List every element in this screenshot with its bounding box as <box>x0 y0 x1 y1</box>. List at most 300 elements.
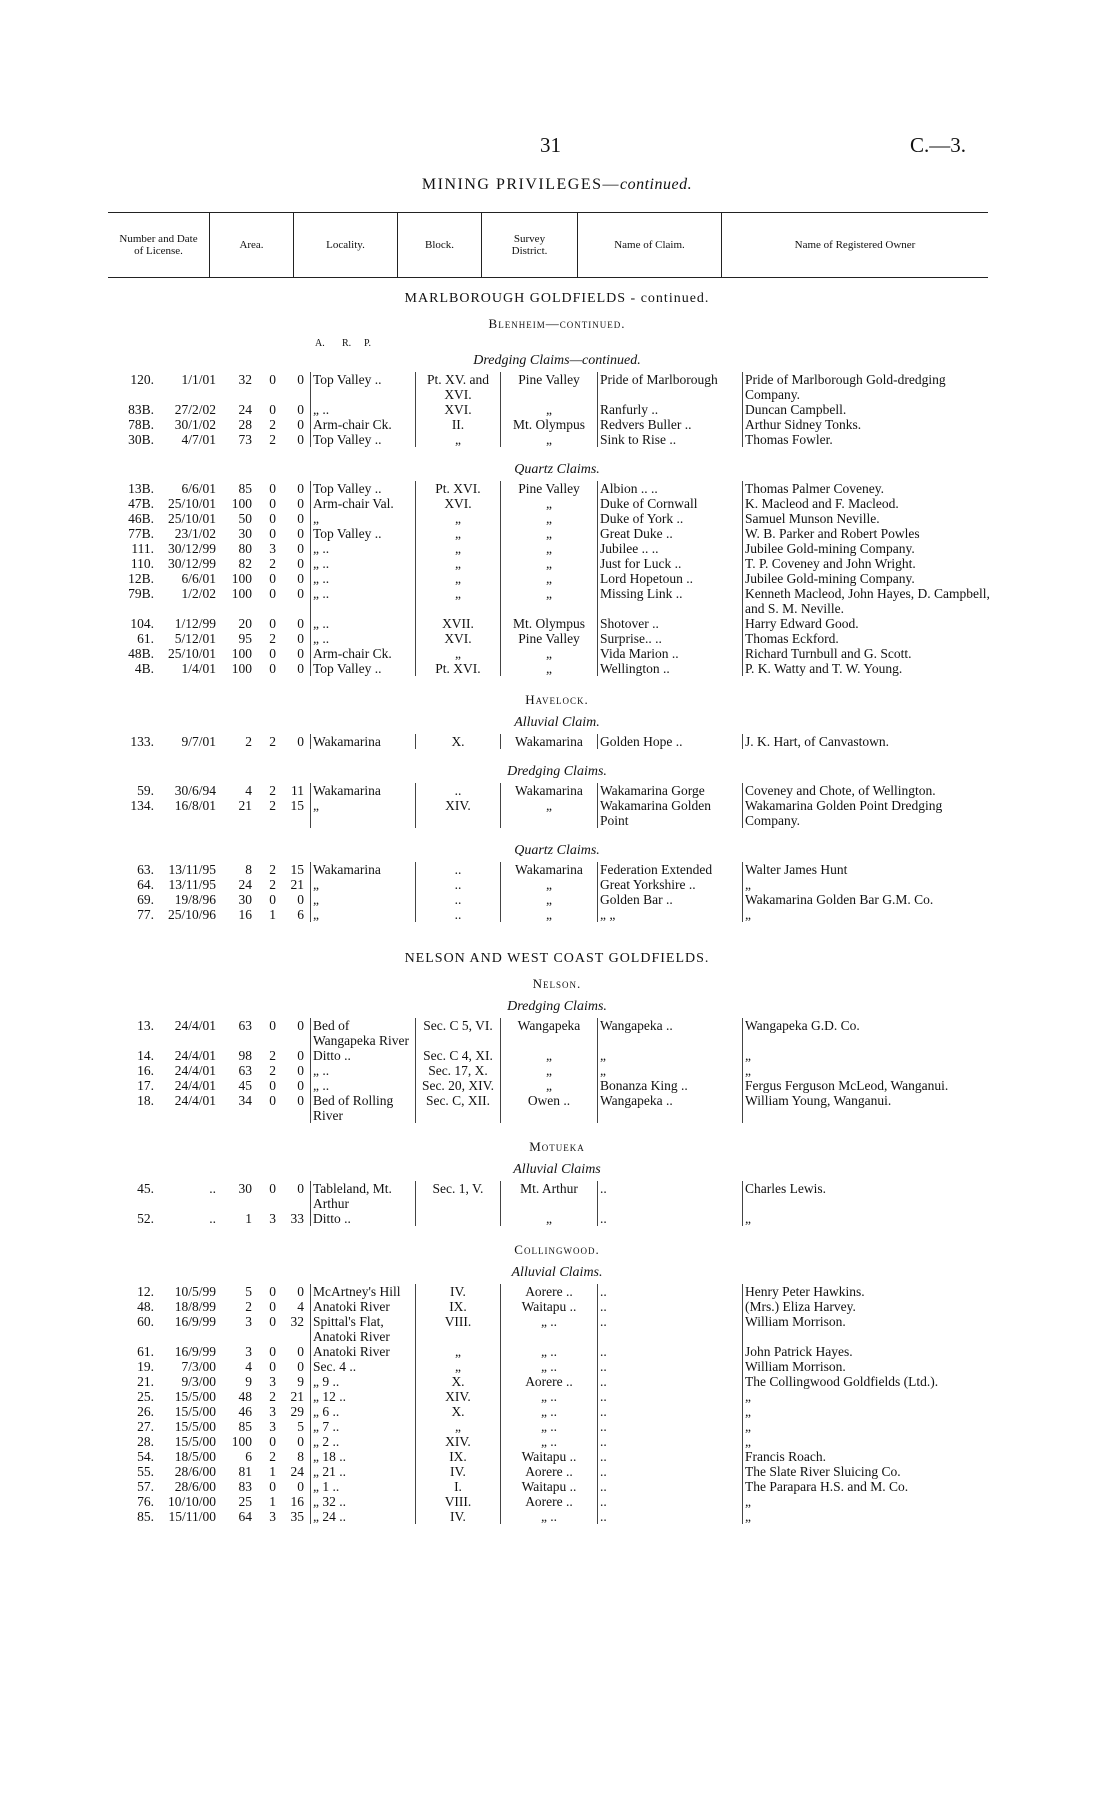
area-roods: 2 <box>269 556 276 571</box>
locality: „ 24 .. <box>311 1509 416 1524</box>
claim-name: .. <box>598 1284 743 1299</box>
survey-district: „ <box>501 402 598 417</box>
license-date: 9/7/01 <box>181 734 216 749</box>
block: I. <box>416 1479 501 1494</box>
license-date: 30/12/99 <box>167 541 216 556</box>
subsection-title: Nelson. <box>532 976 582 991</box>
area-acres: 4 <box>245 1359 252 1374</box>
license-number: 78B. <box>128 417 154 432</box>
survey-district: „ <box>501 646 598 661</box>
locality: Arm-chair Ck. <box>311 417 416 432</box>
area-roods: 0 <box>269 571 276 586</box>
area-roods: 0 <box>269 1479 276 1494</box>
license-date: 10/10/00 <box>167 1494 216 1509</box>
table-row <box>108 1479 998 1494</box>
locality: „ <box>311 511 416 526</box>
locality: „ 9 .. <box>311 1374 416 1389</box>
registered-owner: John Patrick Hayes. <box>743 1344 999 1359</box>
block: „ <box>416 1419 501 1434</box>
registered-owner: Richard Turnbull and G. Scott. <box>743 646 999 661</box>
claim-name: .. <box>598 1509 743 1524</box>
registered-owner: Kenneth Macleod, John Hayes, D. Campbell, and S. M. Neville. <box>743 586 999 616</box>
block: XIV. <box>416 1389 501 1404</box>
area-acres: 30 <box>238 526 252 541</box>
block: IV. <box>416 1464 501 1479</box>
survey-district: „ .. <box>501 1314 598 1344</box>
registered-owner: The Parapara H.S. and M. Co. <box>743 1479 999 1494</box>
table-row <box>108 798 998 828</box>
registered-owner: Fergus Ferguson McLeod, Wanganui. <box>743 1078 999 1093</box>
license-number: 76. <box>137 1494 154 1509</box>
area-roods: 2 <box>269 862 276 877</box>
survey-district: Mt. Arthur <box>501 1181 598 1211</box>
area-perches: 0 <box>297 1078 304 1093</box>
claim-name: .. <box>598 1299 743 1314</box>
block: IV. <box>416 1509 501 1524</box>
block: XIV. <box>416 798 501 828</box>
table-row <box>108 646 998 661</box>
area-perches: 5 <box>297 1419 304 1434</box>
claim-name: „ <box>598 1048 743 1063</box>
area-roods: 2 <box>269 1048 276 1063</box>
survey-district: „ .. <box>501 1389 598 1404</box>
survey-district: „ <box>501 511 598 526</box>
section-spacer <box>0 1536 1114 1548</box>
claim-type-heading: Quartz Claims. <box>514 462 600 477</box>
area-perches: 0 <box>297 1018 304 1033</box>
area-perches: 0 <box>297 734 304 749</box>
table-row <box>108 631 998 646</box>
area-acres: 45 <box>238 1078 252 1093</box>
license-date: .. <box>209 1211 216 1226</box>
area-roods: 0 <box>269 1299 276 1314</box>
survey-district: „ <box>501 496 598 511</box>
area-acres: 98 <box>238 1048 252 1063</box>
table-row <box>108 1344 998 1359</box>
block: „ <box>416 511 501 526</box>
area-roods: 0 <box>269 1284 276 1299</box>
survey-district: Pine Valley <box>501 631 598 646</box>
locality: Anatoki River <box>311 1344 416 1359</box>
license-number: 110. <box>130 556 154 571</box>
area-unit-label: A. <box>315 338 325 349</box>
claim-name: Wakamarina Gorge <box>598 783 743 798</box>
area-roods: 0 <box>269 661 276 676</box>
survey-district: „ .. <box>501 1359 598 1374</box>
claims-table <box>108 1181 998 1226</box>
claims-table <box>108 783 998 828</box>
license-date: 16/9/99 <box>174 1314 216 1329</box>
area-roods: 2 <box>269 783 276 798</box>
block: XVI. <box>416 496 501 511</box>
license-number: 79B. <box>128 586 154 601</box>
area-acres: 3 <box>245 1314 252 1329</box>
group-spacer <box>0 922 1114 934</box>
area-acres: 3 <box>245 1344 252 1359</box>
license-number: 48. <box>137 1299 154 1314</box>
locality: „ .. <box>311 541 416 556</box>
registered-owner: „ <box>743 1434 999 1449</box>
registered-owner: Walter James Hunt <box>743 862 999 877</box>
license-number: 30B. <box>128 432 154 447</box>
area-roods: 0 <box>269 1018 276 1033</box>
claim-type-heading: Alluvial Claims. <box>511 1265 603 1280</box>
block: „ <box>416 432 501 447</box>
survey-district: „ <box>501 661 598 676</box>
survey-district: „ <box>501 432 598 447</box>
locality: „ .. <box>311 402 416 417</box>
survey-district: „ .. <box>501 1419 598 1434</box>
area-perches: 0 <box>297 1479 304 1494</box>
area-perches: 15 <box>290 798 304 813</box>
area-roods: 2 <box>269 417 276 432</box>
license-date: 30/12/99 <box>167 556 216 571</box>
registered-owner: „ <box>743 1048 999 1063</box>
locality: Wakamarina <box>311 783 416 798</box>
license-date: 30/1/02 <box>174 417 216 432</box>
license-number: 77. <box>137 907 154 922</box>
area-acres: 100 <box>231 646 252 661</box>
locality: „ <box>311 877 416 892</box>
locality: Tableland, Mt. Arthur <box>311 1181 416 1211</box>
survey-district: Wakamarina <box>501 734 598 749</box>
registered-owner: Arthur Sidney Tonks. <box>743 417 999 432</box>
registered-owner: P. K. Watty and T. W. Young. <box>743 661 999 676</box>
area-acres: 64 <box>238 1509 252 1524</box>
license-number: 48B. <box>128 646 154 661</box>
survey-district: „ <box>501 586 598 616</box>
area-roods: 0 <box>269 892 276 907</box>
registered-owner: Wakamarina Golden Point Dredging Company. <box>743 798 999 828</box>
area-perches: 35 <box>290 1509 304 1524</box>
table-row <box>108 586 998 616</box>
license-date: 5/12/01 <box>174 631 216 646</box>
registered-owner: Wakamarina Golden Bar G.M. Co. <box>743 892 999 907</box>
license-date: 24/4/01 <box>174 1063 216 1078</box>
table-row <box>108 1093 998 1123</box>
area-roods: 0 <box>269 511 276 526</box>
locality: Spittal's Flat, Anatoki River <box>311 1314 416 1344</box>
locality: Bed of Wangapeka River <box>311 1018 416 1048</box>
area-acres: 80 <box>238 541 252 556</box>
block: IX. <box>416 1299 501 1314</box>
locality: Ditto .. <box>311 1211 416 1226</box>
license-date: 4/7/01 <box>181 432 216 447</box>
survey-district: Wakamarina <box>501 783 598 798</box>
col-number-date: Number and Date of License. <box>108 213 210 277</box>
license-number: 13B. <box>128 481 154 496</box>
col-claim-name: Name of Claim. <box>578 213 722 277</box>
license-number: 63. <box>137 862 154 877</box>
block: „ <box>416 571 501 586</box>
survey-district: „ <box>501 892 598 907</box>
survey-district: „ <box>501 541 598 556</box>
table-row <box>108 556 998 571</box>
locality: „ 32 .. <box>311 1494 416 1509</box>
area-acres: 100 <box>231 496 252 511</box>
locality: Top Valley .. <box>311 661 416 676</box>
area-roods: 2 <box>269 798 276 813</box>
survey-district: „ .. <box>501 1434 598 1449</box>
block: Pt. XVI. <box>416 481 501 496</box>
column-header-row <box>108 212 988 278</box>
locality: „ 21 .. <box>311 1464 416 1479</box>
license-number: 104. <box>130 616 154 631</box>
table-row <box>108 1018 998 1048</box>
area-perches: 21 <box>290 1389 304 1404</box>
claim-name: .. <box>598 1181 743 1211</box>
area-acres: 16 <box>238 907 252 922</box>
claim-name: Great Yorkshire .. <box>598 877 743 892</box>
claim-name: „ „ <box>598 907 743 922</box>
locality: Sec. 4 .. <box>311 1359 416 1374</box>
license-date: 6/6/01 <box>181 571 216 586</box>
license-number: 83B. <box>128 402 154 417</box>
area-perches: 0 <box>297 402 304 417</box>
survey-district: Wakamarina <box>501 862 598 877</box>
license-date: 23/1/02 <box>174 526 216 541</box>
group-spacer <box>0 676 1114 688</box>
license-date: 27/2/02 <box>174 402 216 417</box>
license-number: 14. <box>137 1048 154 1063</box>
claim-type-heading: Alluvial Claim. <box>514 715 600 730</box>
claims-table <box>108 481 998 676</box>
registered-owner: The Slate River Sluicing Co. <box>743 1464 999 1479</box>
license-date: 18/5/00 <box>174 1449 216 1464</box>
group-spacer <box>0 828 1114 840</box>
area-roods: 2 <box>269 1063 276 1078</box>
section-title: NELSON AND WEST COAST GOLDFIELDS. <box>404 951 710 966</box>
license-number: 134. <box>130 798 154 813</box>
license-date: 1/1/01 <box>181 372 216 387</box>
license-number: 52. <box>137 1211 154 1226</box>
block: XIV. <box>416 1434 501 1449</box>
area-roods: 2 <box>269 1449 276 1464</box>
claim-name: Redvers Buller .. <box>598 417 743 432</box>
license-number: 12. <box>137 1284 154 1299</box>
area-roods: 2 <box>269 1389 276 1404</box>
registered-owner: Thomas Fowler. <box>743 432 999 447</box>
locality: McArtney's Hill <box>311 1284 416 1299</box>
block: Sec. C, XII. <box>416 1093 501 1123</box>
claim-name: Duke of Cornwall <box>598 496 743 511</box>
registered-owner: „ <box>743 1494 999 1509</box>
area-roods: 2 <box>269 877 276 892</box>
table-row <box>108 783 998 798</box>
survey-district: Waitapu .. <box>501 1479 598 1494</box>
claim-name: Shotover .. <box>598 616 743 631</box>
area-roods: 0 <box>269 402 276 417</box>
license-number: 16. <box>137 1063 154 1078</box>
area-roods: 0 <box>269 372 276 387</box>
area-perches: 9 <box>297 1374 304 1389</box>
registered-owner: Charles Lewis. <box>743 1181 999 1211</box>
title-main: MINING PRIVILEGES— <box>421 176 620 193</box>
locality: „ .. <box>311 556 416 571</box>
area-perches: 15 <box>290 862 304 877</box>
area-roods: 3 <box>269 541 276 556</box>
area-perches: 0 <box>297 661 304 676</box>
area-roods: 2 <box>269 631 276 646</box>
area-acres: 9 <box>245 1374 252 1389</box>
license-number: 59. <box>137 783 154 798</box>
claim-name: .. <box>598 1404 743 1419</box>
license-date: 24/4/01 <box>174 1078 216 1093</box>
area-perches: 0 <box>297 1434 304 1449</box>
claim-name: .. <box>598 1314 743 1344</box>
area-acres: 46 <box>238 1404 252 1419</box>
table-row <box>108 1404 998 1419</box>
locality: Anatoki River <box>311 1299 416 1314</box>
area-perches: 24 <box>290 1464 304 1479</box>
table-row <box>108 1389 998 1404</box>
area-roods: 3 <box>269 1509 276 1524</box>
claim-name: Lord Hopetoun .. <box>598 571 743 586</box>
claim-name: .. <box>598 1464 743 1479</box>
license-number: 28. <box>137 1434 154 1449</box>
claim-name: Missing Link .. <box>598 586 743 616</box>
registered-owner: William Morrison. <box>743 1359 999 1374</box>
block: IX. <box>416 1449 501 1464</box>
survey-district: „ <box>501 1078 598 1093</box>
locality: „ 12 .. <box>311 1389 416 1404</box>
license-date: 1/2/02 <box>181 586 216 601</box>
area-perches: 6 <box>297 907 304 922</box>
license-number: 4B. <box>134 661 154 676</box>
block: „ <box>416 1359 501 1374</box>
block: „ <box>416 526 501 541</box>
area-acres: 6 <box>245 1449 252 1464</box>
claim-name: „ <box>598 1063 743 1078</box>
area-acres: 50 <box>238 511 252 526</box>
area-acres: 32 <box>238 372 252 387</box>
survey-district: „ <box>501 526 598 541</box>
locality: Wakamarina <box>311 734 416 749</box>
license-date: 18/8/99 <box>174 1299 216 1314</box>
area-perches: 0 <box>297 1093 304 1108</box>
license-date: 30/6/94 <box>174 783 216 798</box>
block: Pt. XV. and XVI. <box>416 372 501 402</box>
block: „ <box>416 586 501 616</box>
area-roods: 0 <box>269 1093 276 1108</box>
group-spacer <box>0 1226 1114 1238</box>
area-acres: 4 <box>245 783 252 798</box>
claim-name: .. <box>598 1211 743 1226</box>
area-perches: 11 <box>291 783 304 798</box>
registered-owner: W. B. Parker and Robert Powles <box>743 526 999 541</box>
registered-owner: Thomas Eckford. <box>743 631 999 646</box>
registered-owner: „ <box>743 1404 999 1419</box>
claim-name: Ranfurly .. <box>598 402 743 417</box>
license-number: 55. <box>137 1464 154 1479</box>
claims-table <box>108 734 998 749</box>
area-perches: 8 <box>297 1449 304 1464</box>
block: II. <box>416 417 501 432</box>
area-perches: 0 <box>297 417 304 432</box>
table-row <box>108 1449 998 1464</box>
area-perches: 33 <box>290 1211 304 1226</box>
locality: Bed of Rolling River <box>311 1093 416 1123</box>
area-roods: 0 <box>269 586 276 601</box>
area-roods: 0 <box>269 1344 276 1359</box>
table-row <box>108 526 998 541</box>
area-roods: 0 <box>269 1181 276 1196</box>
registered-owner: Francis Roach. <box>743 1449 999 1464</box>
document-reference: C.—3. <box>910 133 967 157</box>
claim-type-heading: Alluvial Claims <box>513 1162 601 1177</box>
area-perches: 0 <box>297 571 304 586</box>
license-date: 13/11/95 <box>168 862 216 877</box>
license-number: 47B. <box>128 496 154 511</box>
table-row <box>108 661 998 676</box>
registered-owner: „ <box>743 1419 999 1434</box>
block: .. <box>416 907 501 922</box>
block: XVII. <box>416 616 501 631</box>
table-row <box>108 511 998 526</box>
area-roods: 1 <box>269 1464 276 1479</box>
area-unit-label: R. <box>342 338 352 349</box>
area-acres: 85 <box>238 1419 252 1434</box>
locality: Top Valley .. <box>311 432 416 447</box>
claim-name: Pride of Marlborough <box>598 372 743 402</box>
registered-owner: „ <box>743 1063 999 1078</box>
survey-district: Mt. Olympus <box>501 616 598 631</box>
survey-district: „ <box>501 556 598 571</box>
claims-table <box>108 1284 998 1524</box>
locality: Top Valley .. <box>311 372 416 402</box>
registered-owner: „ <box>743 1509 999 1524</box>
survey-district: Pine Valley <box>501 372 598 402</box>
survey-district: Aorere .. <box>501 1284 598 1299</box>
registered-owner: (Mrs.) Eliza Harvey. <box>743 1299 999 1314</box>
registered-owner: Wangapeka G.D. Co. <box>743 1018 999 1048</box>
area-perches: 0 <box>297 1048 304 1063</box>
license-date: 6/6/01 <box>181 481 216 496</box>
license-date: 7/3/00 <box>181 1359 216 1374</box>
area-acres: 24 <box>238 877 252 892</box>
registered-owner: Thomas Palmer Coveney. <box>743 481 999 496</box>
page-number: 31 <box>540 133 561 157</box>
claim-name: Surprise.. .. <box>598 631 743 646</box>
survey-district: „ <box>501 1063 598 1078</box>
area-acres: 2 <box>245 1299 252 1314</box>
table-row <box>108 734 998 749</box>
block: „ <box>416 1344 501 1359</box>
survey-district: Wangapeka <box>501 1018 598 1048</box>
block: Sec. 17, X. <box>416 1063 501 1078</box>
register-body <box>0 286 1114 1548</box>
license-date: 1/12/99 <box>174 616 216 631</box>
claim-name: Wangapeka .. <box>598 1018 743 1048</box>
license-date: 10/5/99 <box>174 1284 216 1299</box>
license-date: 24/4/01 <box>174 1093 216 1108</box>
locality: „ 2 .. <box>311 1434 416 1449</box>
page-title <box>0 176 1114 194</box>
group-spacer <box>0 447 1114 459</box>
block: Sec. C 5, VI. <box>416 1018 501 1048</box>
survey-district: „ .. <box>501 1344 598 1359</box>
license-date: 15/5/00 <box>174 1389 216 1404</box>
registered-owner: „ <box>743 1389 999 1404</box>
registered-owner: William Morrison. <box>743 1314 999 1344</box>
table-row <box>108 496 998 511</box>
area-roods: 0 <box>269 526 276 541</box>
registered-owner: J. K. Hart, of Canvastown. <box>743 734 999 749</box>
table-row <box>108 541 998 556</box>
area-perches: 16 <box>290 1494 304 1509</box>
claim-name: Sink to Rise .. <box>598 432 743 447</box>
area-acres: 73 <box>238 432 252 447</box>
